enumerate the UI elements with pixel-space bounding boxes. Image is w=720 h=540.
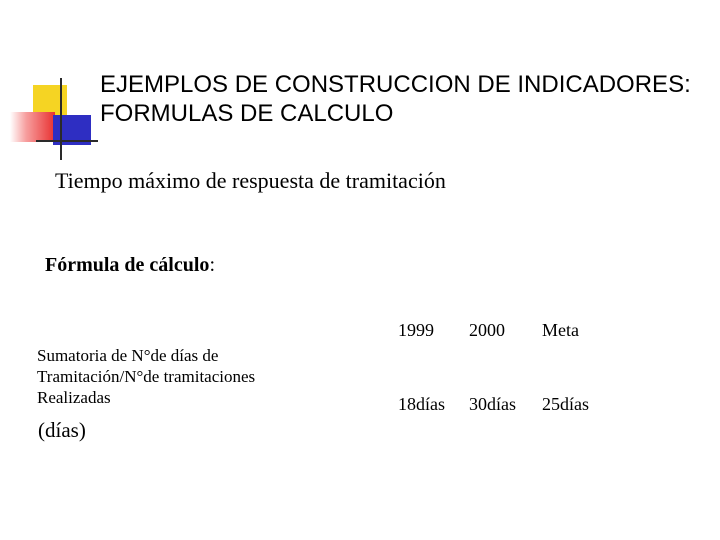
- decorative-red-gradient-bar: [10, 112, 55, 142]
- slide-title: EJEMPLOS DE CONSTRUCCION DE INDICADORES: FORMULAS DE CALCULO: [100, 71, 691, 127]
- decorative-horizontal-line: [36, 140, 98, 142]
- formula-line: Sumatoria de N°de días de: [37, 346, 219, 365]
- formula-label-text: Fórmula de cálculo: [45, 254, 210, 276]
- table-value-meta: 25días: [542, 394, 589, 414]
- slide-subtitle: Tiempo máximo de respuesta de tramitación: [55, 168, 446, 193]
- formula-line: Tramitación/N°de tramitaciones: [37, 367, 256, 386]
- table-header-2000: 2000: [469, 320, 505, 340]
- table-header-meta: Meta: [542, 320, 579, 340]
- table-value-2000: 30días: [469, 394, 516, 414]
- formula-line: Realizadas: [37, 388, 111, 407]
- formula-label-colon: :: [209, 254, 215, 276]
- table-header-1999: 1999: [398, 320, 434, 340]
- formula-unit: (días): [38, 418, 86, 442]
- table-value-1999: 18días: [398, 394, 445, 414]
- formula-label: [45, 254, 215, 277]
- formula-text: [37, 345, 337, 408]
- decorative-vertical-line: [60, 78, 62, 160]
